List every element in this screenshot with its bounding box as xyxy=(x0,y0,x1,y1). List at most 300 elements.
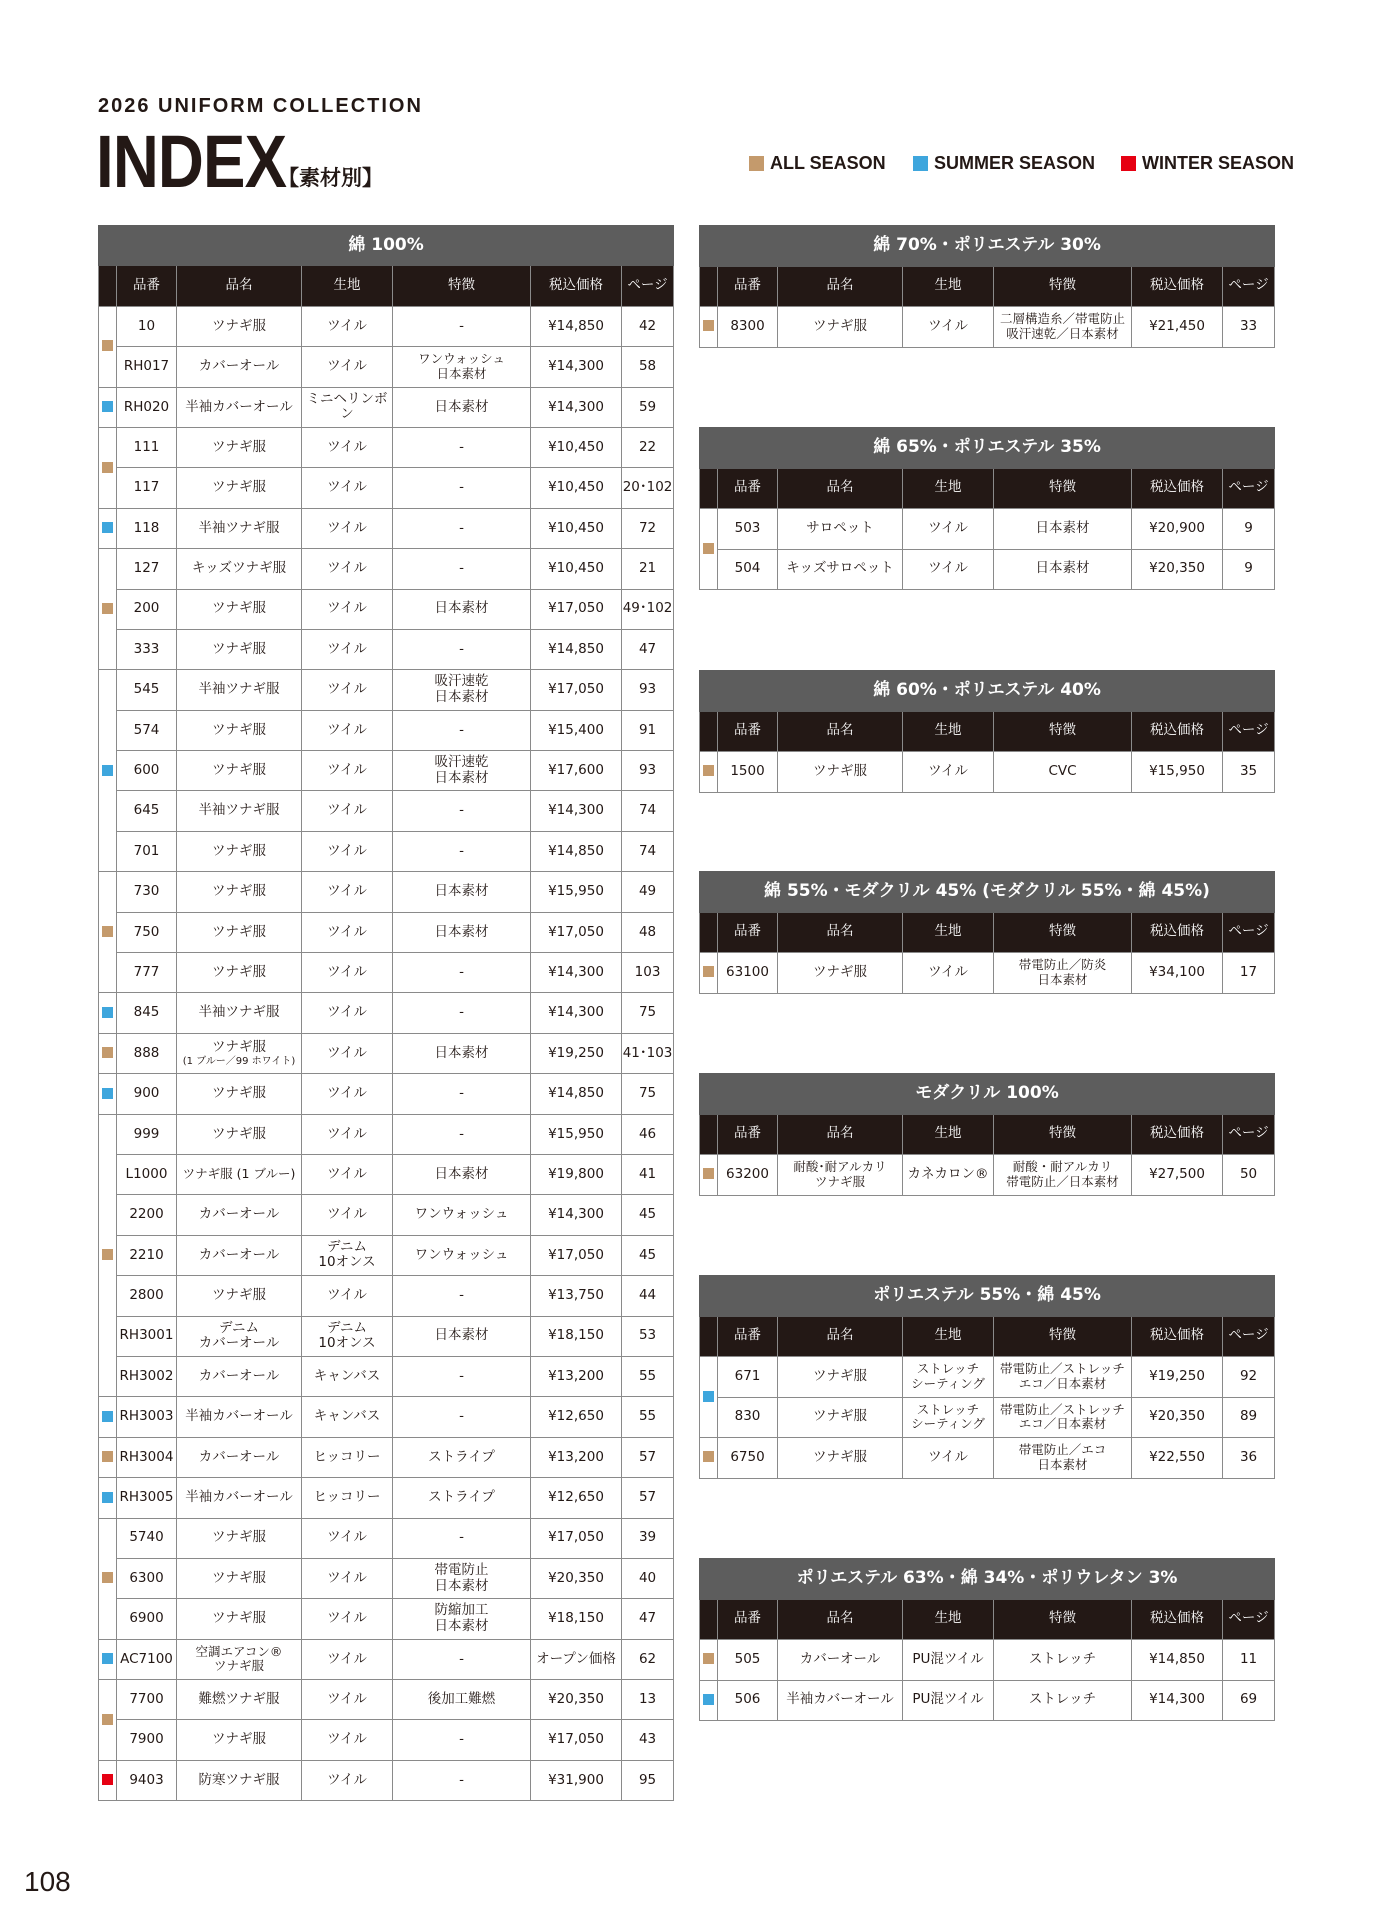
cell-fabric-text: デニム 10オンス xyxy=(318,1238,376,1271)
cell-no-text: 111 xyxy=(133,438,160,455)
column-header: 品名 xyxy=(778,1599,903,1640)
cell-price xyxy=(531,1518,622,1558)
cell-fabric-text: ツイル xyxy=(327,1691,367,1707)
column-header: ページ xyxy=(1223,1316,1275,1357)
cell-page-text: 49･102 xyxy=(622,600,673,617)
cell-page-text: 44 xyxy=(638,1287,657,1304)
cell-no-text: RH3002 xyxy=(119,1367,174,1384)
cell-fabric xyxy=(302,1154,393,1194)
cell-name xyxy=(177,1639,302,1679)
cell-price-text: ¥19,800 xyxy=(548,1165,604,1182)
cell-feature-text: - xyxy=(459,519,464,536)
cell-page-text: 55 xyxy=(638,1408,657,1425)
cell-price-text: ¥13,200 xyxy=(548,1367,604,1384)
cell-page-text: 39 xyxy=(638,1529,657,1546)
cell-no xyxy=(117,872,177,912)
cell-price xyxy=(531,872,622,912)
cell-page xyxy=(1223,1640,1275,1681)
cell-page xyxy=(622,1599,674,1639)
cell-page xyxy=(622,549,674,589)
table-row xyxy=(99,872,674,912)
column-header: 特徴 xyxy=(393,266,531,306)
cell-feature xyxy=(393,912,531,952)
cell-name-text: ツナギ服 xyxy=(212,762,266,779)
cell-fabric-text: ツイル xyxy=(327,479,367,496)
cell-fabric-text: ツイル xyxy=(928,560,968,577)
cell-no xyxy=(117,1478,177,1518)
cell-feature xyxy=(393,1680,531,1720)
cell-price xyxy=(531,468,622,508)
cell-name xyxy=(177,427,302,467)
legend-all-season xyxy=(749,153,886,174)
page-title: INDEX xyxy=(96,120,287,203)
cell-page-text: 58 xyxy=(638,358,657,375)
cell-no-text: 333 xyxy=(133,640,160,657)
cell-feature xyxy=(393,993,531,1033)
cell-no-text: 574 xyxy=(133,721,160,738)
cell-page-text: 89 xyxy=(1239,1408,1258,1425)
cell-feature-text: - xyxy=(459,1085,464,1102)
cell-fabric xyxy=(903,1397,994,1438)
cell-name xyxy=(177,1478,302,1518)
cell-price-text: ¥18,150 xyxy=(548,1610,604,1627)
cell-name xyxy=(177,1276,302,1316)
cell-name-text: 半袖カバーオール xyxy=(786,1691,894,1708)
cell-feature-text: 二層構造糸／帯電防止 吸汗速乾／日本素材 xyxy=(999,311,1125,341)
cell-no-text: 671 xyxy=(734,1367,761,1384)
cell-fabric-text: ツイル xyxy=(327,519,367,536)
cell-price-text: ¥10,450 xyxy=(548,560,604,577)
cell-fabric-text: ツイル xyxy=(327,560,367,577)
season-cell xyxy=(99,549,117,670)
cell-feature xyxy=(393,1154,531,1194)
cell-name-text: ツナギ服 xyxy=(212,1731,266,1748)
cell-fabric-text: ストレッチ シーティング xyxy=(911,1361,985,1391)
cell-feature xyxy=(393,953,531,993)
column-header: 生地 xyxy=(903,1599,994,1640)
cell-price-text: ¥10,450 xyxy=(548,479,604,496)
cell-price xyxy=(531,1760,622,1800)
cell-price-text: ¥10,450 xyxy=(548,438,604,455)
legend-summer-season xyxy=(913,153,1095,174)
column-header: ページ xyxy=(1223,912,1275,953)
cell-price-text: ¥34,100 xyxy=(1149,963,1205,980)
cell-price xyxy=(531,508,622,548)
cell-price-text: ¥14,300 xyxy=(548,1004,604,1021)
column-header: 特徴 xyxy=(994,711,1132,752)
cell-name xyxy=(177,387,302,427)
cell-no-text: 7700 xyxy=(129,1691,164,1707)
cell-page xyxy=(622,912,674,952)
season-cell xyxy=(700,1438,718,1479)
cell-no-text: 63100 xyxy=(726,963,769,980)
cell-price xyxy=(531,953,622,993)
cell-page xyxy=(622,1437,674,1477)
cell-no-text: 600 xyxy=(133,762,160,779)
column-header: 特徴 xyxy=(994,1114,1132,1155)
cell-price-text: ¥31,900 xyxy=(548,1771,604,1788)
cell-fabric xyxy=(302,1033,393,1073)
cell-no xyxy=(117,993,177,1033)
cell-feature-text: 日本素材 xyxy=(434,600,489,617)
cell-no-text: RH020 xyxy=(123,398,170,415)
cell-price xyxy=(1132,1438,1223,1479)
cell-page-text: 74 xyxy=(638,842,657,859)
cell-feature xyxy=(994,1155,1132,1196)
cell-name xyxy=(177,1033,302,1073)
cell-fabric-text: ツイル xyxy=(327,317,367,334)
cell-page-text: 43 xyxy=(638,1731,657,1748)
cell-no xyxy=(117,791,177,831)
cell-fabric xyxy=(302,670,393,710)
cell-fabric xyxy=(302,1639,393,1679)
cell-no-text: 117 xyxy=(133,479,160,496)
table-c70p30 xyxy=(699,225,1275,348)
cell-page-text: 75 xyxy=(638,1085,657,1102)
cell-no xyxy=(117,1599,177,1639)
cell-no xyxy=(117,751,177,791)
column-header: ページ xyxy=(1223,711,1275,752)
cell-no xyxy=(117,347,177,387)
cell-page-text: 62 xyxy=(638,1650,657,1667)
cell-price-text: ¥21,450 xyxy=(1149,317,1205,334)
cell-feature xyxy=(393,1397,531,1437)
cell-page xyxy=(1223,549,1275,590)
cell-feature xyxy=(393,1720,531,1760)
cell-fabric xyxy=(302,1074,393,1114)
cell-name-text: 半袖ツナギ服 xyxy=(198,519,280,536)
cell-fabric xyxy=(302,508,393,548)
summer-season-swatch-icon xyxy=(102,522,113,533)
cell-feature xyxy=(994,549,1132,590)
season-cell xyxy=(700,307,718,348)
section-title: 綿 55%・モダクリル 45% (モダクリル 55%・綿 45%) xyxy=(700,872,1275,913)
cell-no-text: 1500 xyxy=(730,762,765,779)
cell-feature xyxy=(393,589,531,629)
cell-name xyxy=(177,1437,302,1477)
column-header: 特徴 xyxy=(994,1316,1132,1357)
cell-no-text: 9403 xyxy=(129,1771,164,1788)
cell-price-text: ¥20,350 xyxy=(1149,560,1205,577)
table-row xyxy=(700,752,1275,793)
cell-feature xyxy=(393,1518,531,1558)
cell-feature xyxy=(393,751,531,791)
cell-name xyxy=(177,791,302,831)
season-cell xyxy=(99,1639,117,1679)
cell-page-text: 11 xyxy=(1239,1650,1258,1667)
cell-page-text: 47 xyxy=(638,640,657,657)
cell-name xyxy=(778,1357,903,1398)
cell-feature-text: 日本素材 xyxy=(1035,519,1090,536)
summer-season-swatch-icon xyxy=(102,401,113,412)
cell-no-text: 845 xyxy=(133,1004,160,1021)
cell-no-text: 701 xyxy=(133,842,160,859)
cell-page xyxy=(622,791,674,831)
table-row xyxy=(99,1276,674,1316)
cell-page xyxy=(622,670,674,710)
cell-no xyxy=(117,1720,177,1760)
cell-fabric xyxy=(302,993,393,1033)
cell-price-text: オープン価格 xyxy=(536,1650,616,1667)
cell-page xyxy=(622,347,674,387)
cell-price xyxy=(531,1154,622,1194)
cell-page-text: 95 xyxy=(638,1771,657,1788)
section-title: 綿 100% xyxy=(99,226,674,266)
cell-page xyxy=(1223,752,1275,793)
cell-name xyxy=(177,1195,302,1235)
cell-feature xyxy=(393,1356,531,1396)
cell-fabric xyxy=(302,791,393,831)
cell-fabric xyxy=(302,549,393,589)
cell-no-text: RH017 xyxy=(123,358,170,375)
cell-page xyxy=(622,1518,674,1558)
cell-name xyxy=(778,1397,903,1438)
cell-no xyxy=(117,710,177,750)
cell-price xyxy=(531,1558,622,1598)
cell-price-text: ¥14,300 xyxy=(548,963,604,980)
cell-fabric xyxy=(302,1558,393,1598)
table-row xyxy=(99,1680,674,1720)
column-header: 品名 xyxy=(778,468,903,509)
cell-feature xyxy=(393,1558,531,1598)
cell-name-text: 半袖カバーオール xyxy=(185,1489,293,1506)
summer-season-swatch-icon xyxy=(703,1391,714,1402)
cell-feature xyxy=(393,1437,531,1477)
cell-name xyxy=(177,347,302,387)
column-header: 品名 xyxy=(778,1114,903,1155)
cell-fabric xyxy=(302,1720,393,1760)
cell-feature xyxy=(994,1680,1132,1721)
cell-feature xyxy=(393,1195,531,1235)
cell-price xyxy=(531,589,622,629)
column-header: 品番 xyxy=(718,912,778,953)
cell-page xyxy=(622,629,674,669)
cell-name-text: 難燃ツナギ服 xyxy=(198,1691,280,1707)
cell-name-text: ツナギ服 (1 ブルー) xyxy=(182,1166,296,1182)
cell-no-text: RH3001 xyxy=(119,1327,174,1344)
cell-feature-text: ストライプ xyxy=(428,1448,495,1465)
cell-price-text: ¥14,300 xyxy=(1149,1691,1205,1708)
table-row xyxy=(99,1760,674,1800)
cell-page-text: 55 xyxy=(638,1367,657,1384)
cell-price-text: ¥14,300 xyxy=(548,802,604,819)
cell-price xyxy=(531,629,622,669)
cell-page xyxy=(622,1558,674,1598)
cell-page-text: 92 xyxy=(1239,1367,1258,1384)
cell-fabric xyxy=(302,1680,393,1720)
cell-name xyxy=(177,1518,302,1558)
cell-feature-text: 日本素材 xyxy=(434,1165,489,1182)
cell-fabric-text: ツイル xyxy=(327,358,367,375)
cell-name xyxy=(177,468,302,508)
cell-feature xyxy=(994,953,1132,994)
cell-no xyxy=(117,1356,177,1396)
cell-feature xyxy=(393,1114,531,1154)
cell-name xyxy=(778,509,903,550)
cell-fabric-text: ツイル xyxy=(327,1529,367,1546)
cell-price-text: ¥14,850 xyxy=(548,842,604,859)
column-header: 税込価格 xyxy=(531,266,622,306)
cell-feature xyxy=(393,347,531,387)
legend-label: WINTER SEASON xyxy=(1142,153,1295,173)
cell-page-text: 45 xyxy=(638,1246,657,1263)
cell-price-text: ¥13,750 xyxy=(548,1287,604,1304)
column-header: 税込価格 xyxy=(1132,1114,1223,1155)
cell-fabric xyxy=(903,1357,994,1398)
table-row xyxy=(99,1599,674,1639)
cell-fabric-text: ツイル xyxy=(327,883,367,900)
table-row xyxy=(99,1558,674,1598)
cell-feature-text: 帯電防止／ストレッチ エコ／日本素材 xyxy=(1000,1401,1125,1432)
table-row xyxy=(700,509,1275,550)
cell-feature-text: ワンウォッシュ 日本素材 xyxy=(418,351,505,381)
all-season-swatch-icon xyxy=(102,1451,113,1462)
cell-feature xyxy=(393,1316,531,1356)
cell-name xyxy=(177,670,302,710)
season-cell xyxy=(700,509,718,590)
cell-price-text: ¥18,150 xyxy=(548,1327,604,1344)
season-cell xyxy=(700,1357,718,1438)
cell-no xyxy=(117,1760,177,1800)
table-p55c45 xyxy=(699,1275,1275,1479)
column-header: 品番 xyxy=(117,266,177,306)
cell-no xyxy=(117,508,177,548)
cell-price xyxy=(531,1437,622,1477)
cell-price xyxy=(1132,1397,1223,1438)
column-header: 税込価格 xyxy=(1132,1316,1223,1357)
cell-feature-text: 防縮加工 日本素材 xyxy=(434,1602,489,1634)
table-row xyxy=(99,589,674,629)
cell-fabric xyxy=(302,1276,393,1316)
column-header: 品名 xyxy=(778,266,903,307)
cell-name-text: 防寒ツナギ服 xyxy=(198,1771,280,1788)
cell-name xyxy=(177,1316,302,1356)
cell-name-text: ツナギ服 xyxy=(212,842,266,859)
table-row xyxy=(700,1640,1275,1681)
cell-name xyxy=(778,1155,903,1196)
season-cell xyxy=(99,387,117,427)
all-season-swatch-icon xyxy=(703,320,714,331)
table-row xyxy=(99,1114,674,1154)
season-cell xyxy=(99,1114,117,1397)
cell-price-text: ¥14,300 xyxy=(548,358,604,375)
cell-page-text: 91 xyxy=(638,721,657,738)
cell-feature xyxy=(393,1639,531,1679)
cell-no xyxy=(117,1114,177,1154)
all-season-swatch-icon xyxy=(703,966,714,977)
cell-fabric-text: ツイル xyxy=(327,1287,367,1304)
cell-feature xyxy=(393,791,531,831)
table-c65p35 xyxy=(699,427,1275,590)
cell-name xyxy=(177,1074,302,1114)
cell-fabric-text: ツイル xyxy=(327,1044,367,1061)
legend-label: ALL SEASON xyxy=(770,153,886,173)
cell-price xyxy=(531,549,622,589)
cell-no-text: 6300 xyxy=(129,1569,164,1586)
cell-page xyxy=(1223,953,1275,994)
summer-season-swatch-icon xyxy=(913,156,928,171)
cell-page-text: 41 xyxy=(638,1165,657,1182)
cell-fabric xyxy=(302,751,393,791)
cell-fabric xyxy=(302,1195,393,1235)
cell-page-text: 75 xyxy=(638,1004,657,1021)
cell-price-text: ¥15,950 xyxy=(548,883,604,900)
cell-page-text: 48 xyxy=(638,923,657,940)
cell-price-text: ¥13,200 xyxy=(548,1448,604,1465)
cell-fabric xyxy=(302,1478,393,1518)
section-title: ポリエステル 55%・綿 45% xyxy=(700,1276,1275,1317)
cell-name-text: カバーオール xyxy=(198,1448,280,1465)
column-header: ページ xyxy=(622,266,674,306)
cell-no xyxy=(117,589,177,629)
cell-fabric xyxy=(302,629,393,669)
column-header: 生地 xyxy=(302,266,393,306)
cell-fabric-text: キャンバス xyxy=(313,1367,381,1384)
cell-page xyxy=(1223,1680,1275,1721)
all-season-swatch-icon xyxy=(703,1653,714,1664)
cell-price xyxy=(531,993,622,1033)
cell-name xyxy=(177,1356,302,1396)
cell-no xyxy=(117,629,177,669)
table-row xyxy=(99,670,674,710)
cell-feature-text: - xyxy=(459,1771,464,1788)
cell-name-text: ツナギ服 xyxy=(212,640,266,657)
cell-name xyxy=(177,831,302,871)
cell-fabric-text: ヒッコリー xyxy=(313,1448,381,1465)
cell-price-text: ¥19,250 xyxy=(548,1044,604,1061)
cell-name-text: ツナギ服 xyxy=(813,762,867,779)
cell-no-text: 2210 xyxy=(129,1246,164,1263)
cell-fabric xyxy=(302,427,393,467)
summer-season-swatch-icon xyxy=(102,765,113,776)
cell-feature xyxy=(393,831,531,871)
table-row xyxy=(99,1397,674,1437)
cell-price xyxy=(531,306,622,346)
cell-no xyxy=(117,1518,177,1558)
cell-page xyxy=(622,1720,674,1760)
cell-name xyxy=(177,872,302,912)
section-title: 綿 60%・ポリエステル 40% xyxy=(700,671,1275,712)
cell-fabric xyxy=(903,307,994,348)
season-cell xyxy=(700,953,718,994)
cell-fabric xyxy=(903,1438,994,1479)
cell-price xyxy=(531,1680,622,1720)
cell-name-text: カバーオール xyxy=(198,1367,280,1384)
cell-page-text: 93 xyxy=(638,681,657,698)
cell-name-text: ツナギ服 xyxy=(212,1085,266,1102)
cell-no xyxy=(718,1397,778,1438)
cell-name-text: ツナギ服 xyxy=(212,721,266,738)
cell-price xyxy=(1132,752,1223,793)
column-header: 品名 xyxy=(177,266,302,306)
cell-fabric-text: ツイル xyxy=(327,762,367,779)
cell-page xyxy=(1223,1155,1275,1196)
cell-price xyxy=(1132,307,1223,348)
column-header: 特徴 xyxy=(994,266,1132,307)
cell-page xyxy=(622,1760,674,1800)
column-header: 品番 xyxy=(718,1114,778,1155)
cell-no-text: 6750 xyxy=(730,1448,765,1465)
cell-fabric xyxy=(302,1397,393,1437)
cell-no xyxy=(117,670,177,710)
cell-page-text: 45 xyxy=(638,1206,657,1223)
season-cell xyxy=(99,670,117,872)
cell-fabric-text: ツイル xyxy=(327,1731,367,1748)
cell-name xyxy=(778,1438,903,1479)
cell-feature xyxy=(393,1033,531,1073)
cell-price-text: ¥27,500 xyxy=(1149,1165,1205,1182)
cell-name-text: ツナギ服 xyxy=(813,1448,867,1465)
